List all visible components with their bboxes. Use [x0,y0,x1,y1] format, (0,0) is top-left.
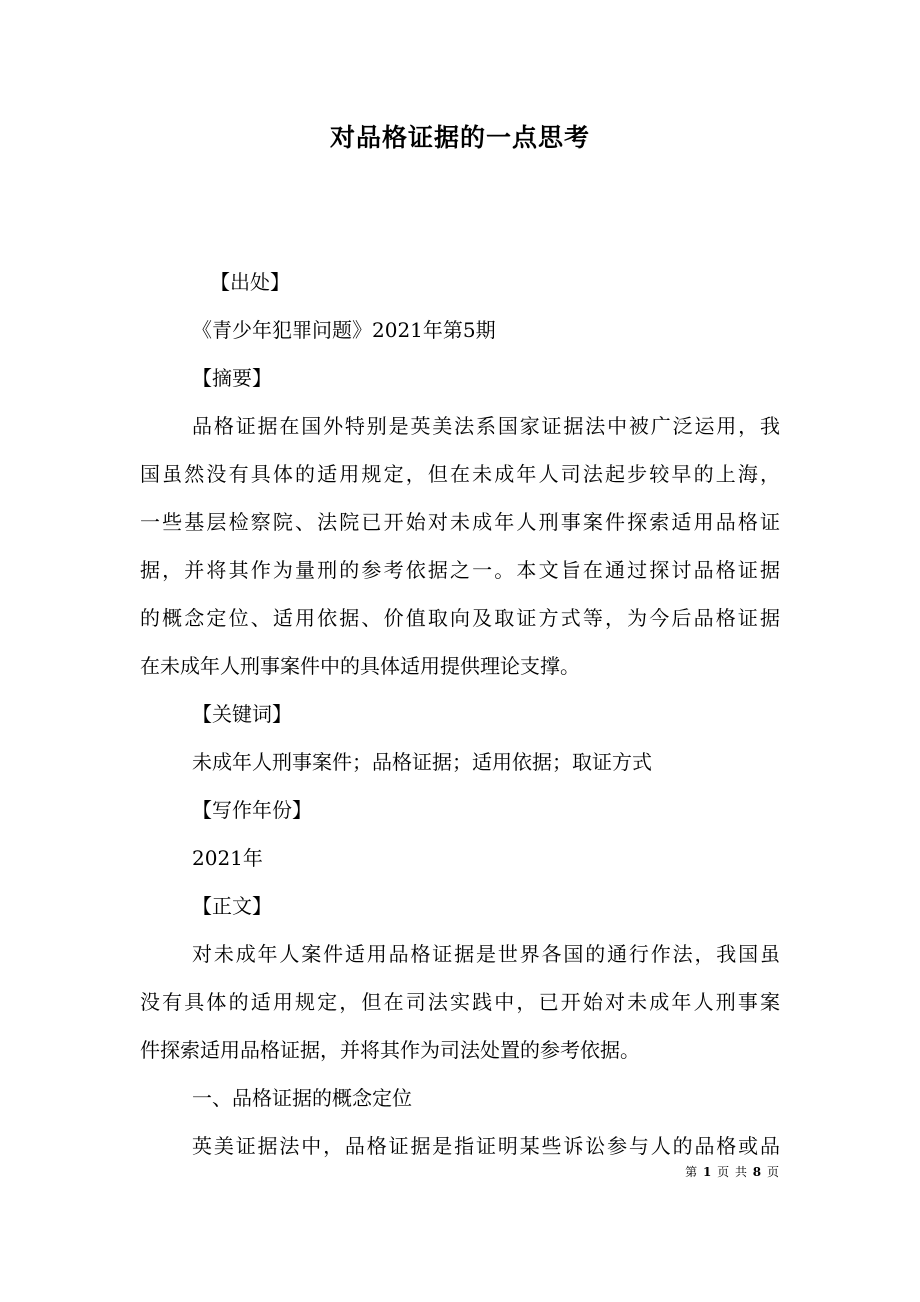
body-line: 对未成年人案件适用品格证据是世界各国的通行作法，我国虽 [192,942,780,966]
body-line: 没有具体的适用规定，但在司法实践中，已开始对未成年人刑事案 [140,990,780,1014]
abstract-line: 国虽然没有具体的适用规定，但在未成年人司法起步较早的上海， [140,462,780,486]
keywords-value: 未成年人刑事案件；品格证据；适用依据；取证方式 [192,750,652,774]
page-number: 1 [702,1165,713,1179]
year-value: 2021年 [192,846,263,870]
abstract-heading: 【摘要】 [192,366,272,390]
page-footer [685,1163,780,1180]
page-total: 8 [752,1165,763,1179]
keywords-heading: 【关键词】 [192,702,292,726]
abstract-line: 的概念定位、适用依据、价值取向及取证方式等，为今后品格证据 [140,606,780,630]
abstract-line: 品格证据在国外特别是英美法系国家证据法中被广泛运用，我 [192,414,780,438]
page-prefix: 第 [685,1165,699,1179]
page-mid: 页 共 [717,1165,748,1179]
year-heading: 【写作年份】 [192,798,312,822]
document-title: 对品格证据的一点思考 [329,123,590,152]
body-heading: 【正文】 [192,894,272,918]
source-heading: 【出处】 [210,270,290,294]
document-body [140,258,780,1170]
source-value: 《青少年犯罪问题》2021年第5期 [192,318,496,342]
abstract-line: 在未成年人刑事案件中的具体适用提供理论支撑。 [140,654,580,678]
body-line: 件探索适用品格证据，并将其作为司法处置的参考依据。 [140,1038,640,1062]
page-suffix: 页 [766,1165,780,1179]
abstract-line: 一些基层检察院、法院已开始对未成年人刑事案件探索适用品格证 [140,510,780,534]
abstract-line: 据，并将其作为量刑的参考依据之一。本文旨在通过探讨品格证据 [140,558,780,582]
section-line: 英美证据法中，品格证据是指证明某些诉讼参与人的品格或品 [192,1134,780,1158]
section-heading: 一、品格证据的概念定位 [192,1086,412,1110]
